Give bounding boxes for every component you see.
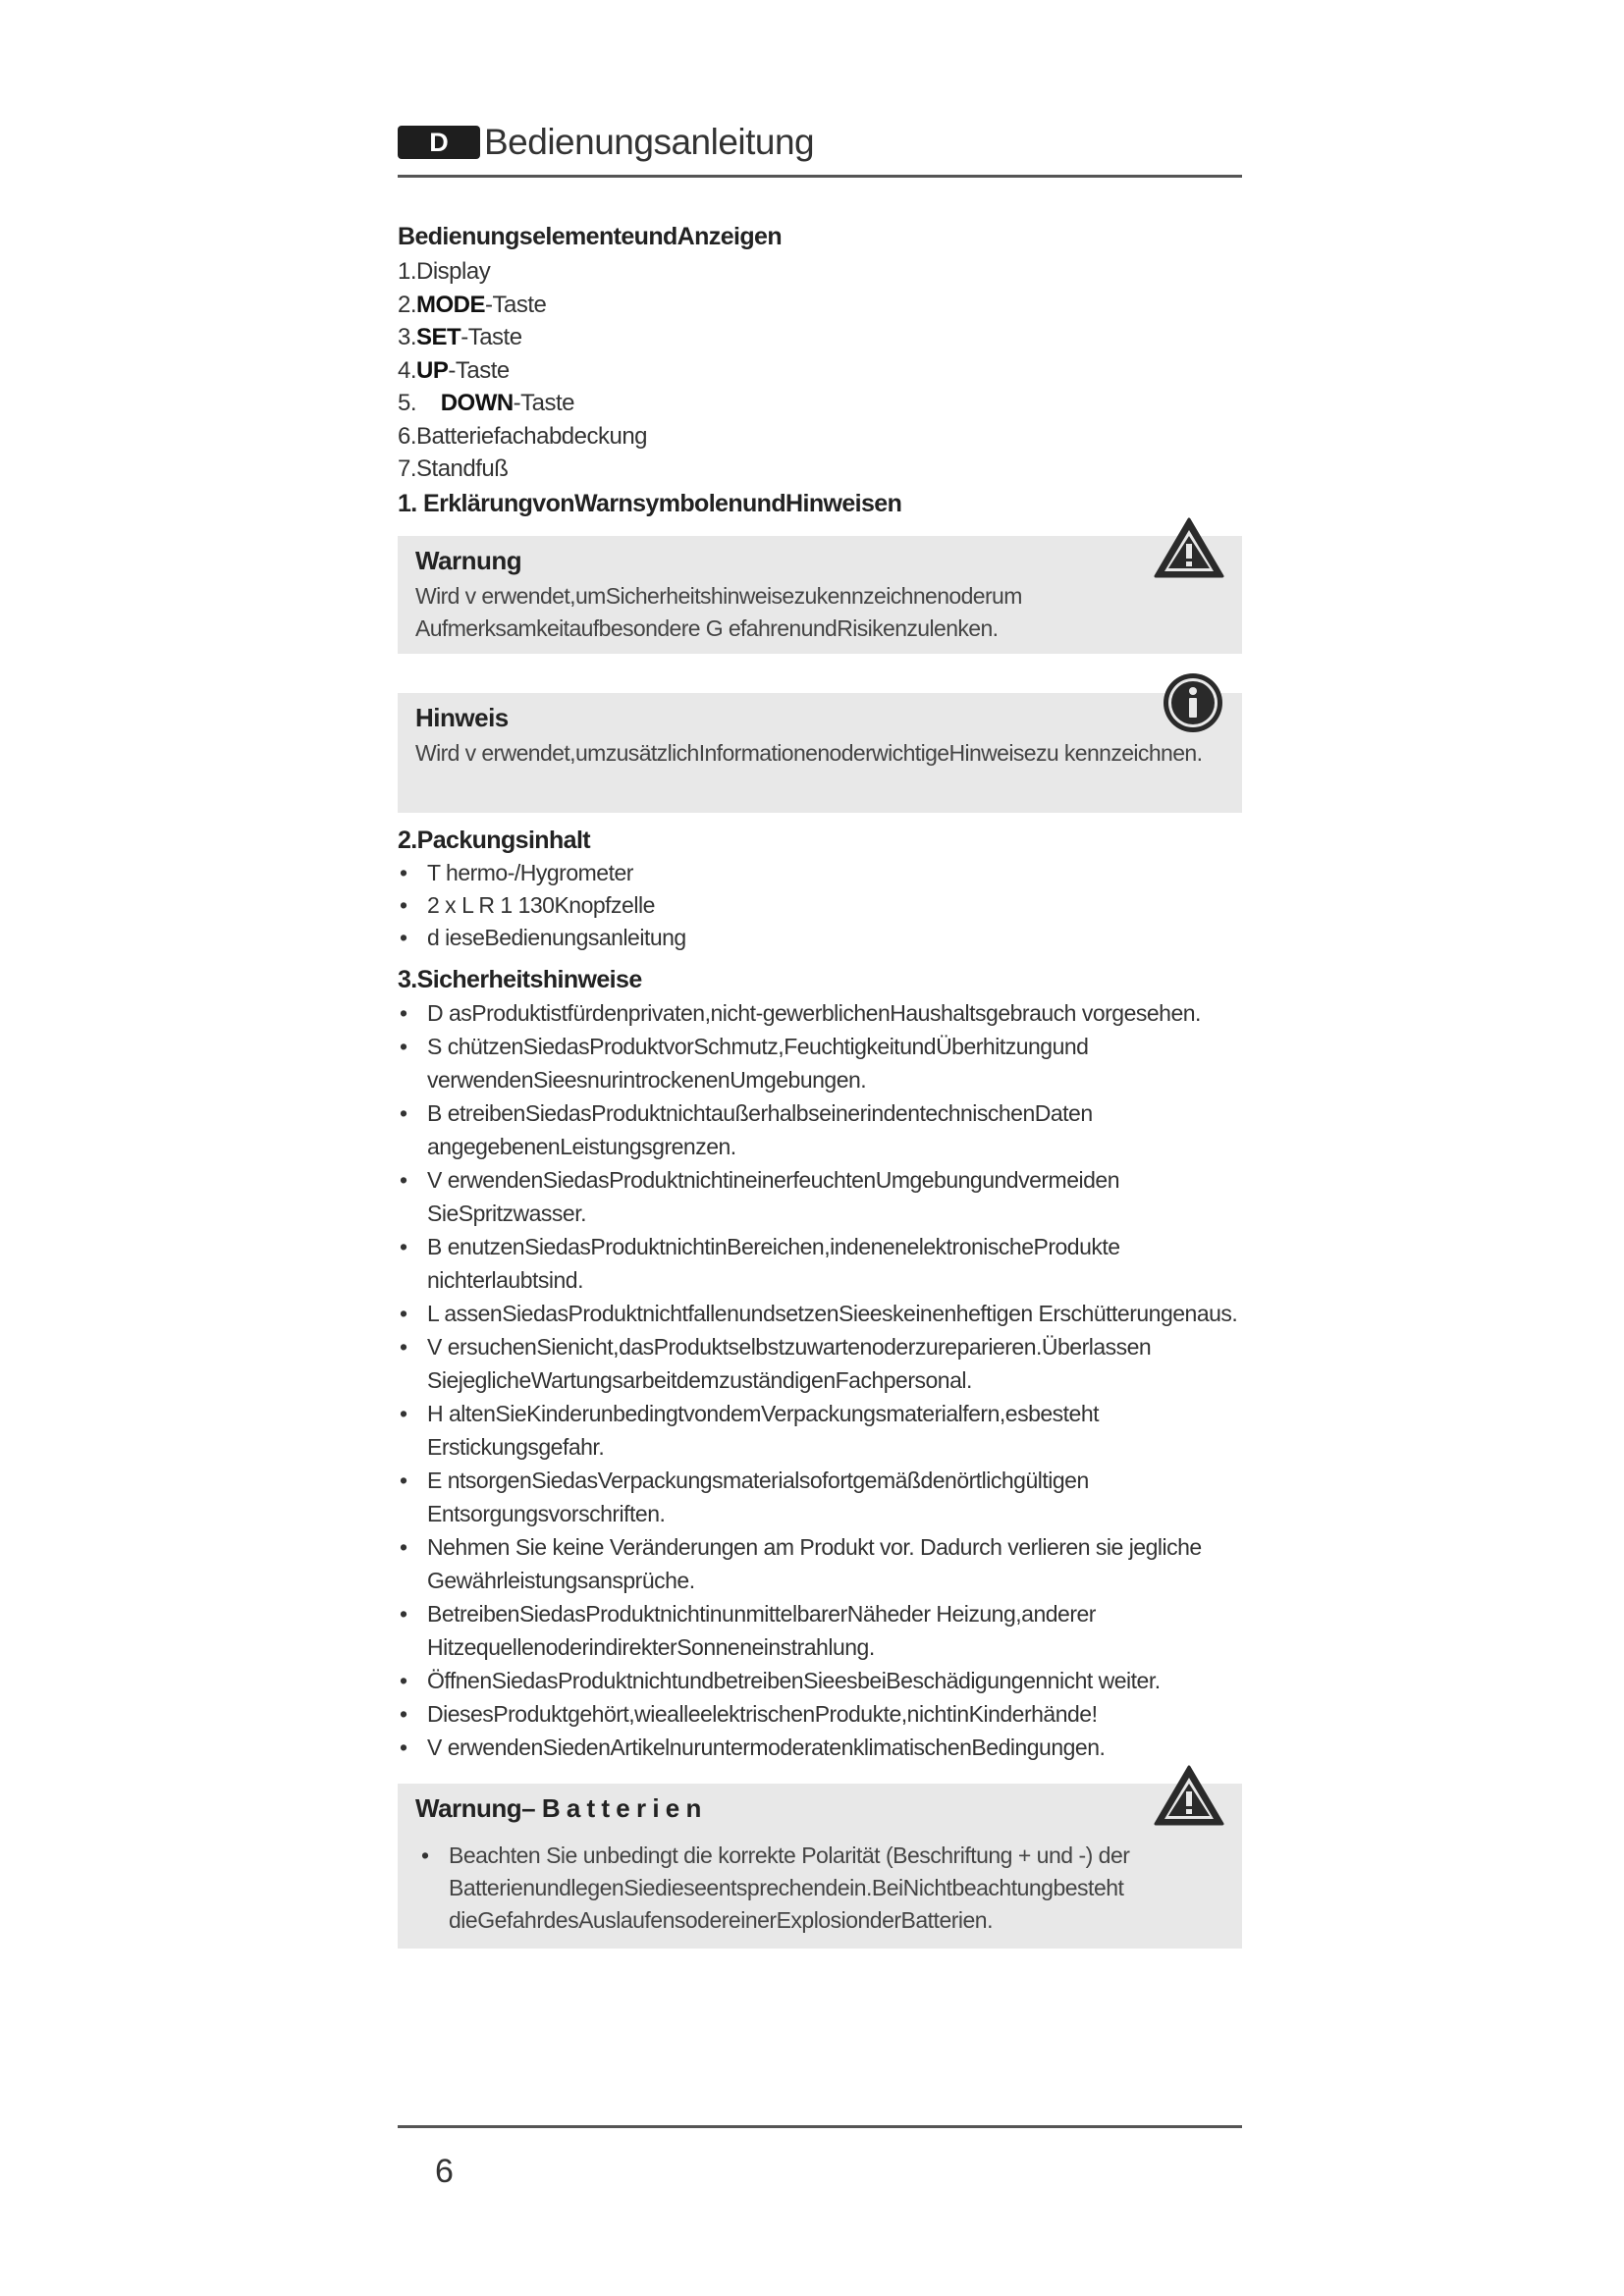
warning-triangle-icon [1154, 516, 1224, 584]
battery-warning-title: Warnung– B a t t e r i e n [415, 1792, 701, 1823]
safety-item: • B enutzenSiedasProduktnichtinBereichen,indenenelektronischeProdukte nichterlaubtsind. [398, 1230, 1242, 1297]
control-item-number: 3. [398, 324, 417, 350]
control-item-label: -Taste [448, 356, 510, 384]
control-item-key: DOWN [440, 390, 514, 416]
control-item-key: SET [416, 324, 461, 350]
control-item [398, 321, 1242, 354]
safety-item: • L assenSiedasProduktnichtfallenundsetzenSieeskeinenheftigen Erschütterungenaus. [398, 1297, 1242, 1330]
control-item-label: -Taste [485, 291, 547, 318]
safety-item: • S chützenSiedasProduktvorSchmutz,FeuchtigkeitundÜberhitzungund verwendenSieesnurintrockenenUmgebungen. [398, 1030, 1242, 1096]
control-item [398, 354, 1242, 388]
safety-section [398, 966, 1242, 1764]
control-item [398, 387, 1242, 420]
warning-triangle-icon [1154, 1764, 1224, 1832]
packaging-item: • T hermo-/Hygrometer [398, 857, 1242, 889]
language-badge: D [398, 126, 480, 159]
battery-warning-item: • Beachten Sie unbedingt die korrekte Polarität (Beschriftung + und -) der BatterienundlegenSiedieseentsprechendein.BeiNichtbeachtungbesteht dieGefahrdesAuslaufensodereinerExplosionderBatterien. [419, 1840, 1224, 1937]
page-header [398, 118, 1242, 178]
control-item [398, 255, 1242, 289]
control-item-label: Batteriefachabdeckung [416, 422, 648, 450]
control-item-label: -Taste [513, 390, 575, 416]
page-number: 6 [435, 2153, 454, 2190]
safety-item: • DiesesProduktgehört,wiealleelektrischenProdukte,nichtinKinderhände! [398, 1697, 1242, 1731]
control-item-number: 1. [398, 258, 417, 285]
safety-item: • V erwendenSiedasProduktnichtineinerfeuchtenUmgebungundvermeiden SieSpritzwasser. [398, 1163, 1242, 1230]
safety-item: • ÖffnenSiedasProduktnichtundbetreibenSieesbeiBeschädigungennicht weiter. [398, 1664, 1242, 1697]
warning-box-title: Warnung [415, 545, 522, 575]
warnsymbols-title: 1. ErklärungvonWarnsymbolenundHinweisen [398, 489, 902, 517]
info-icon [1162, 671, 1224, 739]
document-title: Bedienungsanleitung [484, 122, 815, 162]
packaging-list [398, 857, 1242, 954]
control-item-number: 2. [398, 291, 417, 318]
manual-page [398, 118, 1242, 1949]
control-item-key: UP [416, 356, 449, 384]
hint-box-text: Wird v erwendet,umzusätzlichInformationenoderwichtigeHinweisezu kennzeichnen. [415, 739, 1203, 766]
control-item-number: 4. [398, 356, 417, 384]
safety-item: • H altenSieKinderunbedingtvondemVerpackungsmaterialfern,esbesteht Erstickungsgefahr. [398, 1397, 1242, 1464]
control-item-label: Standfuß [416, 455, 509, 482]
footer-divider [398, 2125, 1242, 2128]
packaging-title: 2.Packungsinhalt [398, 826, 591, 854]
controls-title: BedienungselementeundAnzeigen [398, 223, 782, 250]
control-item-label: -Taste [460, 324, 522, 350]
control-item [398, 420, 1242, 454]
control-item-label: Display [416, 258, 491, 285]
packaging-section [398, 827, 1242, 954]
safety-item: • E ntsorgenSiedasVerpackungsmaterialsofortgemäßdenörtlichgültigen Entsorgungsvorschriften. [398, 1464, 1242, 1530]
control-item-key: MODE [416, 291, 486, 318]
hint-box [398, 693, 1242, 813]
controls-list [398, 255, 1242, 486]
safety-item: • V erwendenSiedenArtikelnuruntermoderatenklimatischenBedingungen. [398, 1731, 1242, 1764]
control-item-number: 7. [398, 455, 417, 482]
safety-item: • B etreibenSiedasProduktnichtaußerhalbseinerindentechnischenDaten angegebenenLeistungsgrenzen. [398, 1096, 1242, 1163]
hint-box-title: Hinweis [415, 702, 509, 732]
battery-warning-box [398, 1784, 1242, 1949]
safety-list [398, 996, 1242, 1764]
controls-section [398, 223, 1242, 486]
control-item-number: 5. [398, 390, 441, 416]
control-item [398, 453, 1242, 486]
packaging-item: • 2 x L R 1 130Knopfzelle [398, 889, 1242, 922]
safety-item: • D asProduktistfürdenprivaten,nicht-gewerblichenHaushaltsgebrauch vorgesehen. [398, 996, 1242, 1030]
control-item [398, 289, 1242, 322]
warning-box-text: Wird v erwendet,umSicherheitshinweisezukennzeichnenoderum Aufmerksamkeitaufbesondere G efahrenundRisikenzulenken. [415, 582, 1022, 641]
warning-box [398, 536, 1242, 654]
safety-item: • V ersuchenSienicht,dasProduktselbstzuwartenoderzureparieren.Überlassen SiejeglicheWartungsarbeitdemzuständigenFachpersonal. [398, 1330, 1242, 1397]
safety-title: 3.Sicherheitshinweise [398, 965, 642, 993]
safety-item: • BetreibenSiedasProduktnichtinunmittelbarerNäheder Heizung,anderer HitzequellenoderindirekterSonneneinstrahlung. [398, 1597, 1242, 1664]
safety-item: • Nehmen Sie keine Veränderungen am Produkt vor. Dadurch verlieren sie jegliche Gewährleistungsansprüche. [398, 1530, 1242, 1597]
packaging-item: • d ieseBedienungsanleitung [398, 922, 1242, 954]
control-item-number: 6. [398, 422, 417, 450]
battery-warning-list [415, 1840, 1224, 1937]
